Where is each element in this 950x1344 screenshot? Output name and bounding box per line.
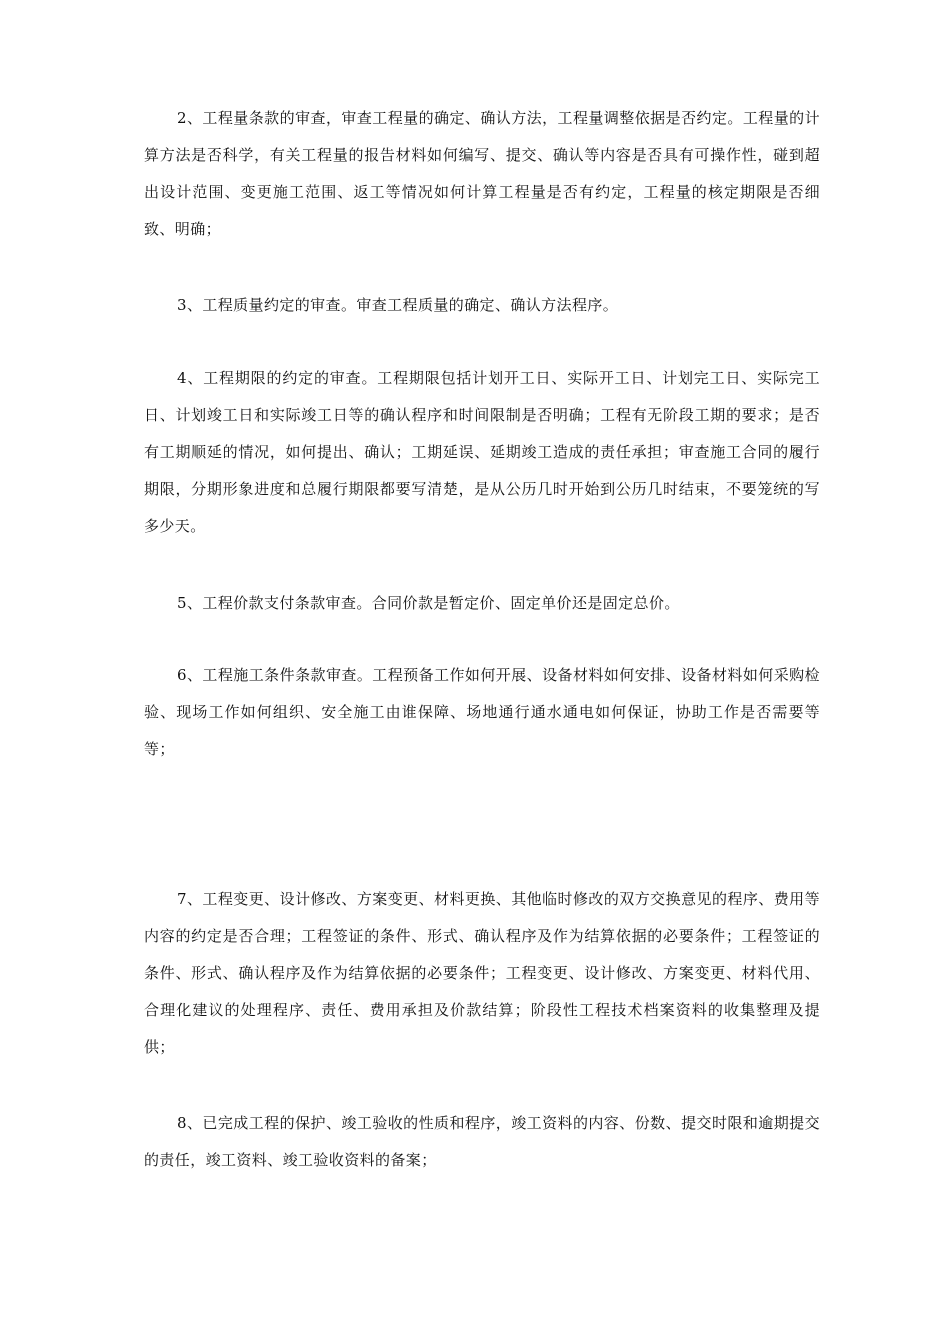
paragraph-5: 5、工程价款支付条款审查。合同价款是暂定价、固定单价还是固定总价。 [177,594,680,612]
paragraph-7: 7、工程变更、设计修改、方案变更、材料更换、其他临时修改的双方交换意见的程序、费用等内容的约定是否合理；工程签证的条件、形式、确认程序及作为结算依据的必要条件；工程签证的条件、形式、确认程序及作为结算依据的必要条件；工程变更、设计修改、方案变更、材料代用、合理化建议的处理程序、责任、费用承担及价款结算；阶段性工程技术档案资料的收集整理及提供； [144,890,820,1056]
paragraph-4: 4、工程期限的约定的审查。工程期限包括计划开工日、实际开工日、计划完工日、实际完工日、计划竣工日和实际竣工日等的确认程序和时间限制是否明确；工程有无阶段工期的要求；是否有工期顺延的情况，如何提出、确认；工期延误、延期竣工造成的责任承担；审查施工合同的履行期限，分期形象进度和总履行期限都要写清楚，是从公历几时开始到公历几时结束，不要笼统的写多少天。 [144,369,820,535]
paragraph-2: 2、工程量条款的审查，审查工程量的确定、确认方法，工程量调整依据是否约定。工程量的计算方法是否科学，有关工程量的报告材料如何编写、提交、确认等内容是否具有可操作性，碰到超出设计范围、变更施工范围、返工等情况如何计算工程量是否有约定，工程量的核定期限是否细致、明确； [144,109,820,238]
paragraph-6: 6、工程施工条件条款审查。工程预备工作如何开展、设备材料如何安排、设备材料如何采购检验、现场工作如何组织、安全施工由谁保障、场地通行通水通电如何保证，协助工作是否需要等等； [144,666,820,758]
paragraph-3: 3、工程质量约定的审查。审查工程质量的确定、确认方法程序。 [177,296,619,314]
paragraph-8: 8、已完成工程的保护、竣工验收的性质和程序，竣工资料的内容、份数、提交时限和逾期提交的责任，竣工资料、竣工验收资料的备案； [144,1114,820,1169]
